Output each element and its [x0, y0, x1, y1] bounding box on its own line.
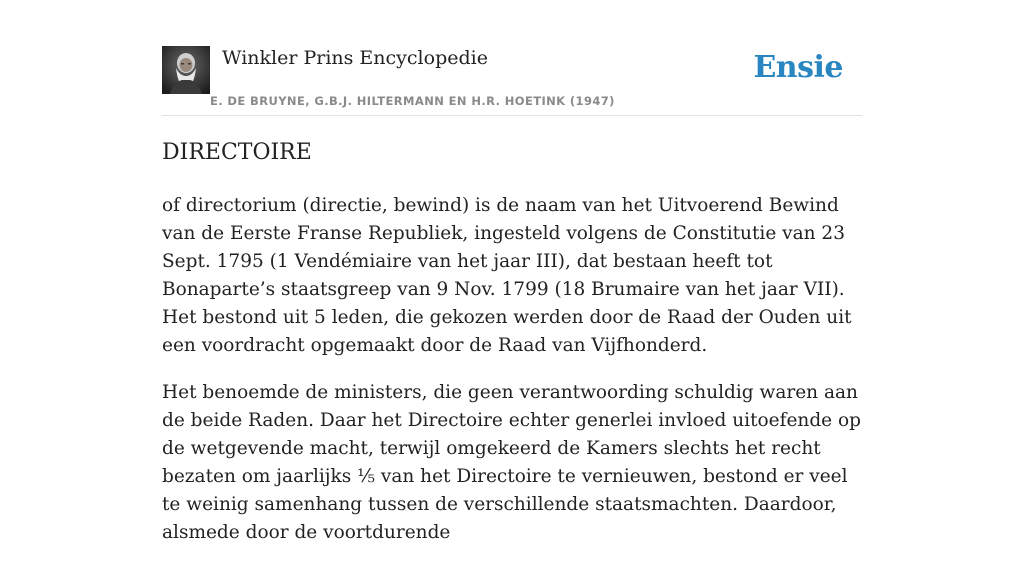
site-header: [162, 46, 862, 116]
publication-title[interactable]: Winkler Prins Encyclopedie: [222, 47, 488, 69]
article-body: [162, 192, 862, 566]
portrait-avatar-icon[interactable]: [162, 46, 210, 94]
article-paragraph: of directorium (directie, bewind) is de naam van het Uitvoerend Bewind van de Eerste Franse Republiek, ingesteld volgens de Constitutie van 23 Sept. 1795 (1 Vendémiaire van het jaar III), dat bestaan heeft tot Bonaparte’s staatsgreep van 9 Nov. 1799 (18 Brumaire van het jaar VII). Het bestond uit 5 leden, die gekozen werden door de Raad der Ouden uit een voordracht opgemaakt door de Raad van Vijfhonderd.: [162, 195, 852, 356]
article-paragraph: Het benoemde de ministers, die geen verantwoording schuldig waren aan de beide Raden. Daar het Directoire echter generlei invloed uitoefende op de wetgevende macht, terwijl omgekeerd de Kamers slechts het recht bezaten om jaarlijks ⅕ van het Directoire te vernieuwen, bestond er veel te weinig samenhang tussen de verschillende staatsmachten. Daardoor, alsmede door de voortdurende: [162, 382, 861, 543]
article-title: DIRECTOIRE: [162, 140, 312, 165]
brand-logo-link[interactable]: Ensie: [753, 50, 843, 85]
publication-authors: E. DE BRUYNE, G.B.J. HILTERMANN EN H.R. HOETINK (1947): [210, 94, 615, 108]
